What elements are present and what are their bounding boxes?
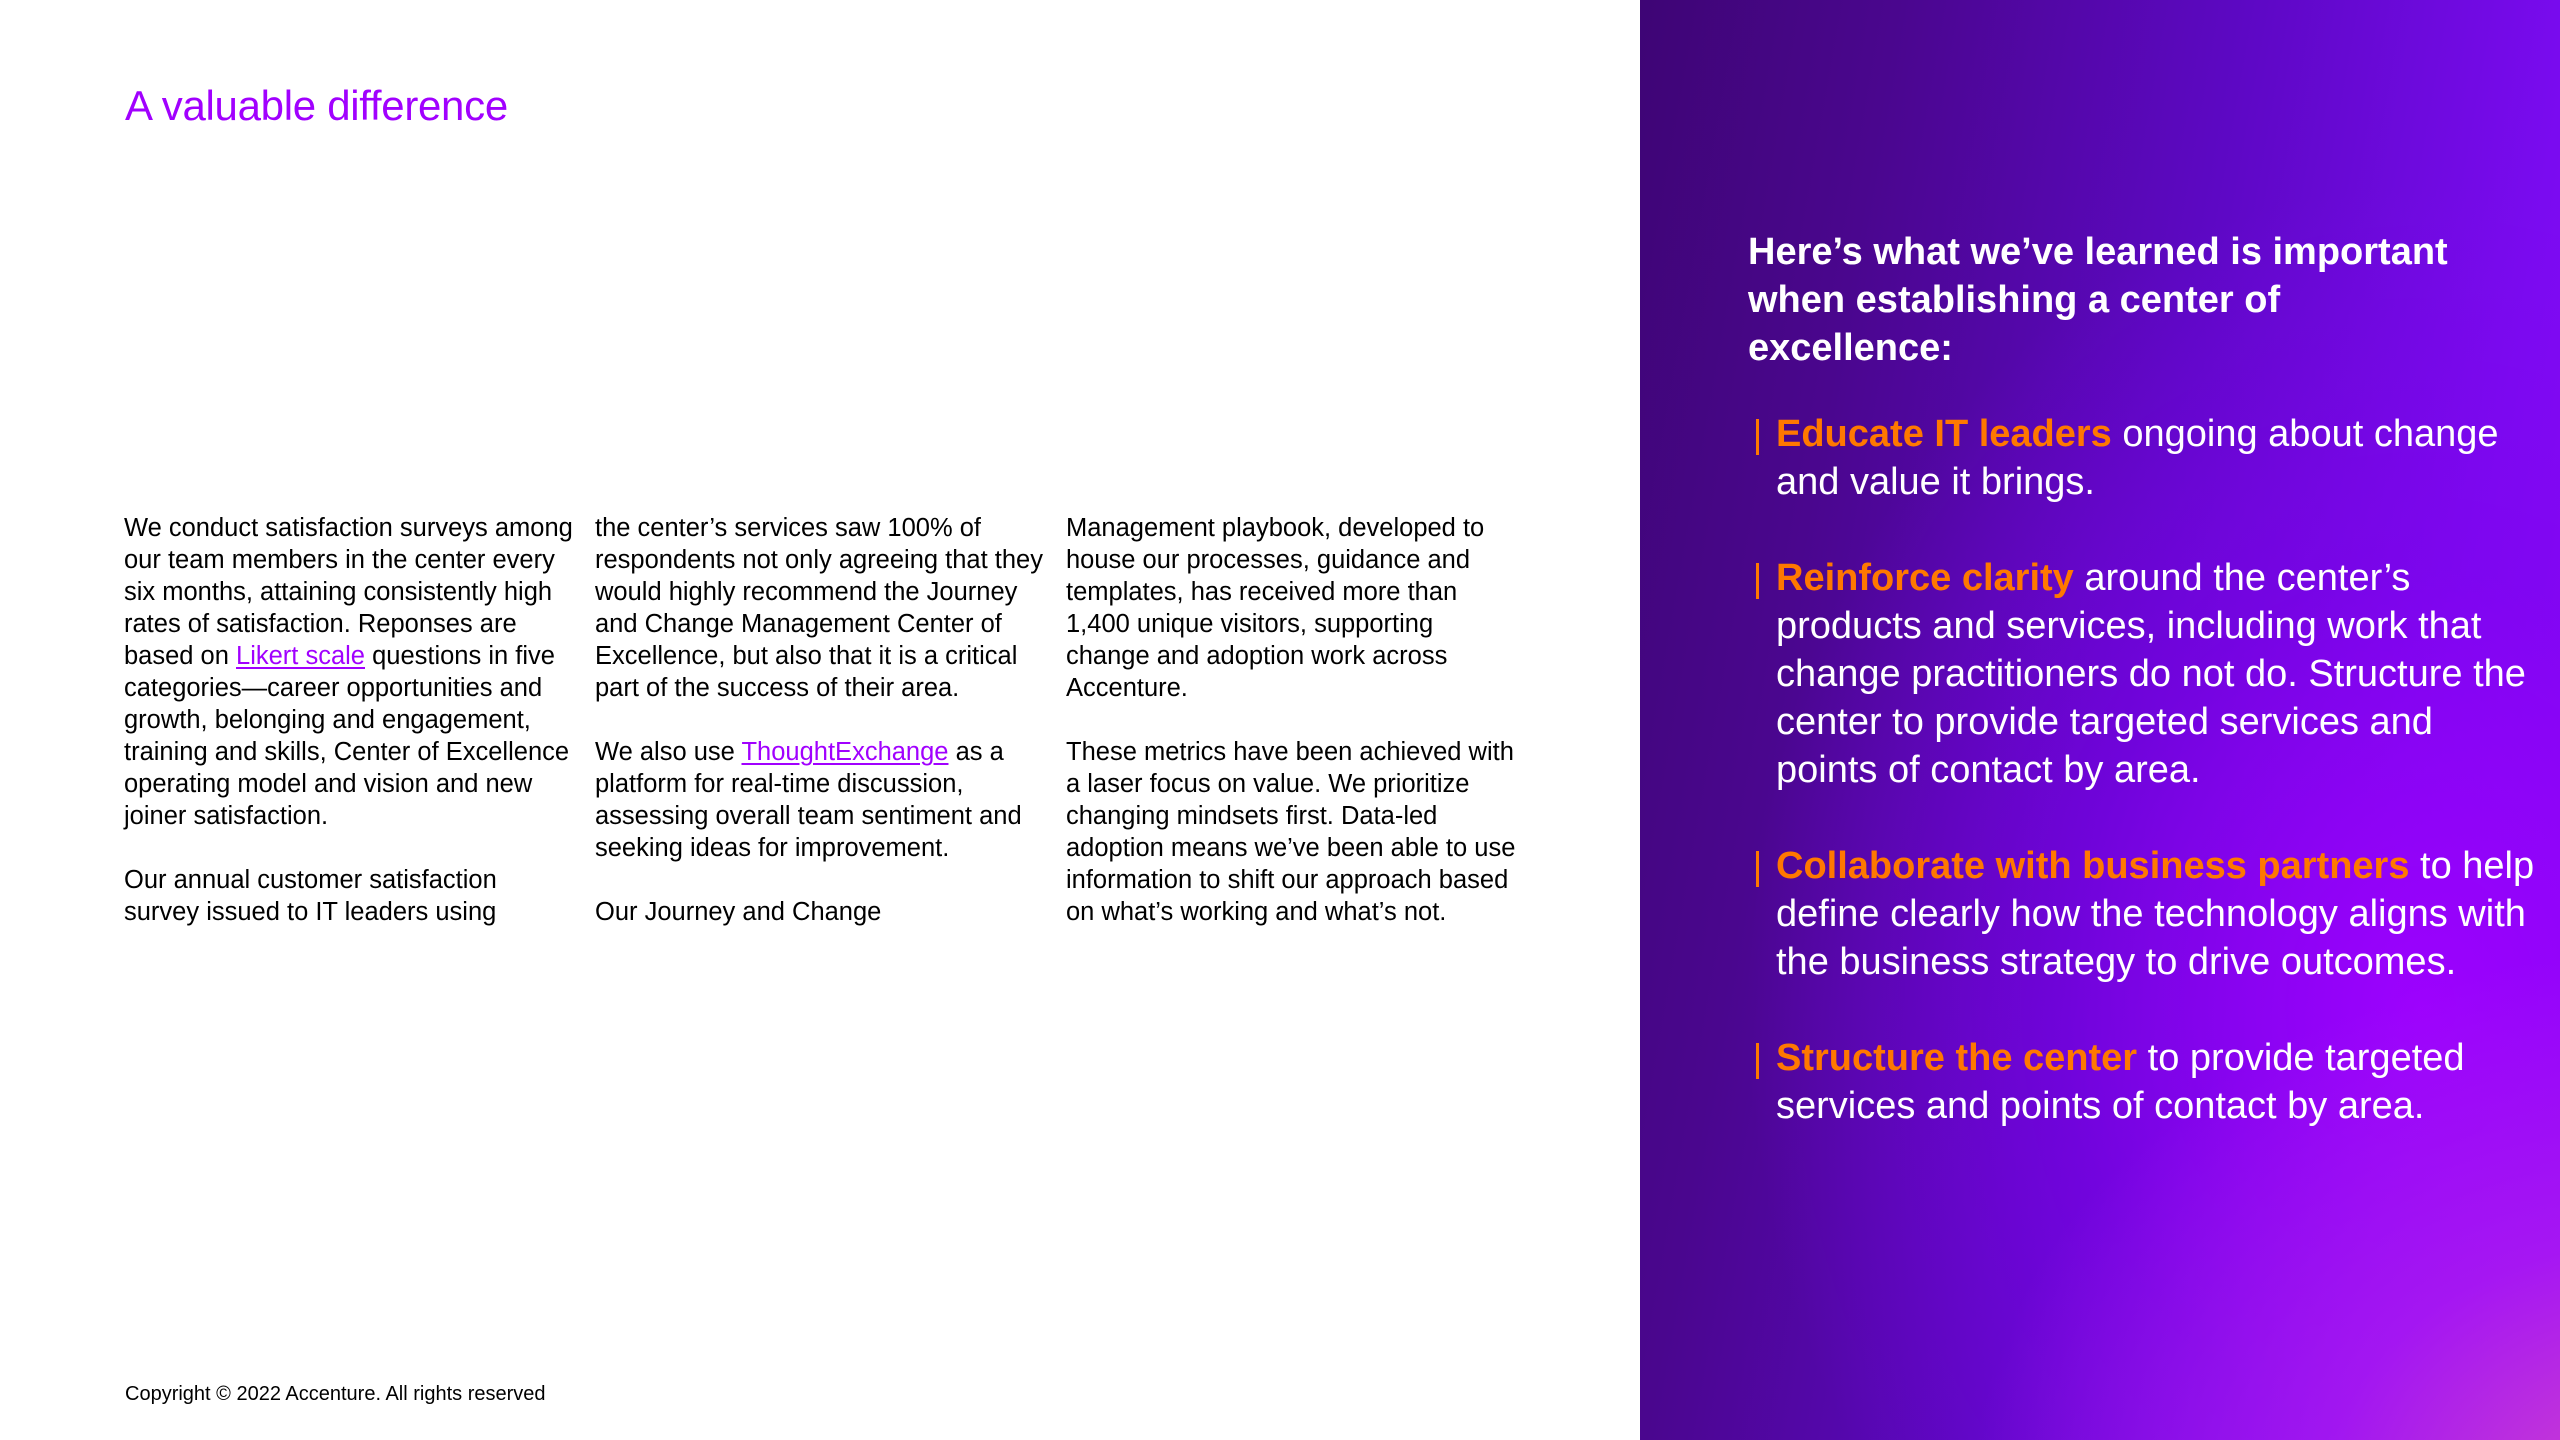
learning-text: to help define clearly how the technology aligns with the business strategy to drive outcomes. xyxy=(1776,845,2535,983)
learning-item-clarity xyxy=(1756,554,2536,794)
learnings-list xyxy=(1756,410,2536,1178)
learning-text: to provide targeted services and points of contact by area. xyxy=(1776,1037,2465,1127)
learning-highlight: Educate IT leaders xyxy=(1776,413,2112,455)
learning-item-educate xyxy=(1756,410,2536,506)
paragraph-text: as a platform for real-time discussion, assessing overall team sentiment and seeking ideas for improvement. xyxy=(595,738,1022,862)
paragraph-thoughtexchange xyxy=(595,736,1045,864)
learning-highlight: Reinforce clarity xyxy=(1776,557,2074,599)
page-title: A valuable difference xyxy=(125,82,508,129)
paragraph-customer-survey: Our annual customer satisfaction survey issued to IT leaders using xyxy=(124,866,497,926)
paragraph-survey-results: the center’s services saw 100% of respondents not only agreeing that they would highly recommend the Journey and Change Management Center of Excellence, but also that it is a critical part of the success of their area. xyxy=(595,514,1043,702)
paragraph-satisfaction-surveys xyxy=(124,512,574,832)
likert-scale-link[interactable]: Likert scale xyxy=(236,642,365,670)
paragraph-text: We conduct satisfaction surveys among our team members in the center every six months, attaining consistently high rates of satisfaction. Reponses are based on xyxy=(124,514,573,670)
learning-text: ongoing about change and value it brings. xyxy=(1776,413,2499,503)
panel-heading: Here’s what we’ve learned is important when establishing a center of excellence: xyxy=(1748,231,2448,369)
learning-highlight: Structure the center xyxy=(1776,1037,2138,1079)
text-column-2 xyxy=(595,512,1045,928)
paragraph-playbook: Management playbook, developed to house our processes, guidance and templates, has received more than 1,400 unique visitors, supporting change and adoption work across Accenture. xyxy=(1066,514,1485,702)
key-learnings-panel xyxy=(1640,0,2560,1440)
paragraph-playbook-intro: Our Journey and Change xyxy=(595,898,882,926)
orange-bar-marker xyxy=(1756,563,1759,599)
thoughtexchange-link[interactable]: ThoughtExchange xyxy=(741,738,949,766)
learning-item-structure xyxy=(1756,1034,2536,1130)
paragraph-text: We also use xyxy=(595,738,742,766)
learning-highlight: Collaborate with business partners xyxy=(1776,845,2410,887)
paragraph-text: questions in five categories—career opportunities and growth, belonging and engagement, training and skills, Center of Excellence operating model and vision and new joiner satisfaction. xyxy=(124,642,570,830)
copyright-notice: Copyright © 2022 Accenture. All rights reserved xyxy=(125,1383,546,1405)
text-column-1 xyxy=(124,512,574,928)
orange-bar-marker xyxy=(1756,419,1759,455)
text-column-3 xyxy=(1066,512,1516,928)
orange-bar-marker xyxy=(1756,851,1759,887)
paragraph-metrics: These metrics have been achieved with a laser focus on value. We prioritize changing mindsets first. Data-led adoption means we’ve been able to use information to shift our approach based on what’s working and what’s not. xyxy=(1066,738,1516,926)
learning-item-collaborate xyxy=(1756,842,2536,986)
orange-bar-marker xyxy=(1756,1043,1759,1079)
learning-text: around the center’s products and services, including work that change practitioners do not do. Structure the center to provide targeted services and points of contact by area. xyxy=(1776,557,2526,791)
